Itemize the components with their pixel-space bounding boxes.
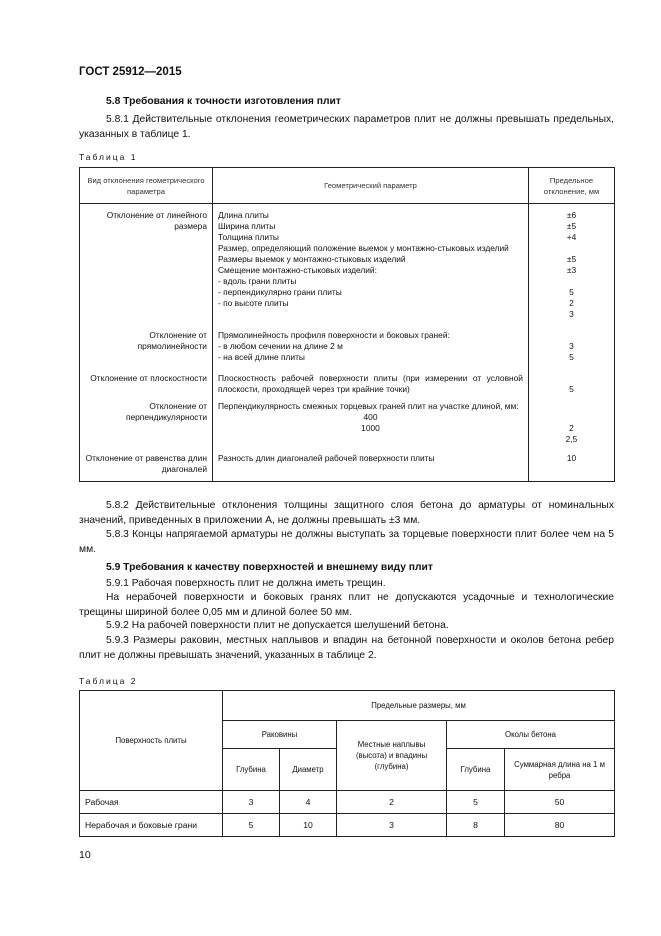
limit-value: 2 (569, 298, 574, 308)
page-number: 10 (79, 849, 91, 861)
limit-value: 5 (529, 363, 615, 395)
table-2-header-sag: Местные наплывы (высота) и впадины (глубина) (337, 721, 447, 791)
param-line: Размеры выемок у монтажно-стыковых изделий (218, 254, 406, 264)
document-header: ГОСТ 25912—2015 (79, 66, 182, 78)
table-1-header-param: Геометрический параметр (213, 168, 529, 204)
param-line: Ширина плиты (218, 221, 276, 231)
table-row (80, 363, 615, 395)
cell-value: 8 (447, 814, 505, 837)
param-text: Разность длин диагоналей рабочей поверхности плиты (213, 445, 529, 482)
cell-value: 4 (280, 791, 337, 814)
cell-value: 2 (337, 791, 447, 814)
table-2-header-depth-chips: Глубина (447, 749, 505, 791)
table-1-kind: Отклонение от равенства длин диагоналей (80, 445, 213, 482)
param-line: Длина плиты (218, 210, 269, 220)
param-line: - по высоте плиты (218, 298, 289, 308)
limit-value: 10 (529, 445, 615, 482)
limit-value: ±3 (566, 265, 577, 275)
row-label: Нерабочая и боковые грани (80, 814, 223, 837)
table-2-caption: Таблица 2 (79, 676, 138, 686)
limit-value: 3 (569, 341, 574, 351)
table-row (80, 204, 615, 321)
limit-value: 5 (569, 287, 574, 297)
param-line: Толщина плиты (218, 232, 279, 242)
limit-value: 3 (569, 309, 574, 319)
param-text: Плоскостность рабочей поверхности плиты (при измерении от условной плоскости, проходящей через три крайние точки) (213, 363, 529, 395)
paragraph-5-9-1-b: На нерабочей поверхности и боковых гранях плит не допускаются усадочные и технологические трещины шириной более 0,05 мм и длиной более 50 мм. (79, 592, 614, 618)
param-line: - на всей длине плиты (218, 352, 305, 362)
limit-value: +4 (566, 232, 577, 242)
table-2-header-diameter: Диаметр (280, 749, 337, 791)
table-2-header-chips: Околы бетона (447, 721, 615, 749)
table-2-header-total-length: Суммарная длина на 1 м ребра (505, 749, 615, 791)
table-1 (79, 167, 615, 482)
table-2-header-limits: Предельные размеры, мм (223, 691, 615, 721)
paragraph-5-8-1: 5.8.1 Действительные отклонения геометрических параметров плит не должны превышать предельных, указанных в таблице 1. (79, 114, 614, 140)
table-1-kind: Отклонение от линейного размера (80, 204, 213, 321)
paragraph-5-9-3: 5.9.3 Размеры раковин, местных наплывов и впадин на бетонной поверхности и околов бетона ребер плит не должны превышать значений, указанных в таблице 2. (79, 635, 614, 661)
section-5-9-title: 5.9 Требования к качеству поверхностей и внешнему виду плит (106, 562, 433, 573)
table-row (80, 791, 615, 814)
param-line: - перпендикулярно грани плиты (218, 287, 342, 297)
limit-value: ±5 (566, 221, 577, 231)
paragraph-5-9-1: 5.9.1 Рабочая поверхность плит не должна иметь трещин. (106, 578, 386, 589)
param-line: - вдоль грани плиты (218, 276, 297, 286)
limit-value: ±5 (566, 254, 577, 264)
cell-value: 5 (447, 791, 505, 814)
table-2-header-depth: Глубина (223, 749, 280, 791)
table-1-header-limit: Предельное отклонение, мм (529, 168, 615, 204)
cell-value: 50 (505, 791, 615, 814)
table-row (80, 320, 615, 363)
param-line: Смещение монтажно-стыковых изделий: (218, 265, 377, 275)
paragraph-5-8-2: 5.8.2 Действительные отклонения толщины защитного слоя бетона до арматуры от номинальных значений, приведенных в приложении А, не должны превышать ±3 мм. (79, 500, 614, 526)
param-length: 1000 (361, 423, 380, 433)
paragraph-5-9-2: 5.9.2 На рабочей поверхности плит не допускается шелушений бетона. (106, 620, 449, 631)
limit-value: 2 (569, 423, 574, 433)
cell-value: 10 (280, 814, 337, 837)
cell-value: 3 (223, 791, 280, 814)
row-label: Рабочая (80, 791, 223, 814)
cell-value: 80 (505, 814, 615, 837)
table-2-header-pits: Раковины (223, 721, 337, 749)
limit-value: 2,5 (565, 434, 578, 444)
param-line: Размер, определяющий положение выемок у монтажно-стыковых изделий (218, 243, 509, 253)
cell-value: 3 (337, 814, 447, 837)
table-1-kind: Отклонение от перпендикулярности (80, 395, 213, 445)
table-1-kind: Отклонение от плоскостности (80, 363, 213, 395)
table-row (80, 814, 615, 837)
param-line: - в любом сечении на длине 2 м (218, 341, 343, 351)
cell-value: 5 (223, 814, 280, 837)
table-2 (79, 690, 615, 837)
table-1-kind: Отклонение от прямолинейности (80, 320, 213, 363)
paragraph-5-8-3: 5.8.3 Концы напрягаемой арматуры не должны выступать за торцевые поверхности плит более чем на 5 мм. (79, 529, 614, 555)
section-5-8-title: 5.8 Требования к точности изготовления плит (106, 96, 341, 107)
param-length: 400 (363, 412, 378, 422)
table-row (80, 395, 615, 445)
limit-value: ±6 (566, 210, 577, 220)
table-2-header-surface: Поверхность плиты (80, 691, 223, 791)
param-line: Прямолинейность профиля поверхности и боковых граней: (218, 330, 450, 340)
table-row (80, 445, 615, 482)
table-1-caption: Таблица 1 (79, 152, 138, 162)
table-1-header-kind: Вид отклонения геометрического параметра (80, 168, 213, 204)
limit-value: 5 (569, 352, 574, 362)
param-text: Перпендикулярность смежных торцевых граней плит на участке длиной, мм: (218, 401, 519, 411)
